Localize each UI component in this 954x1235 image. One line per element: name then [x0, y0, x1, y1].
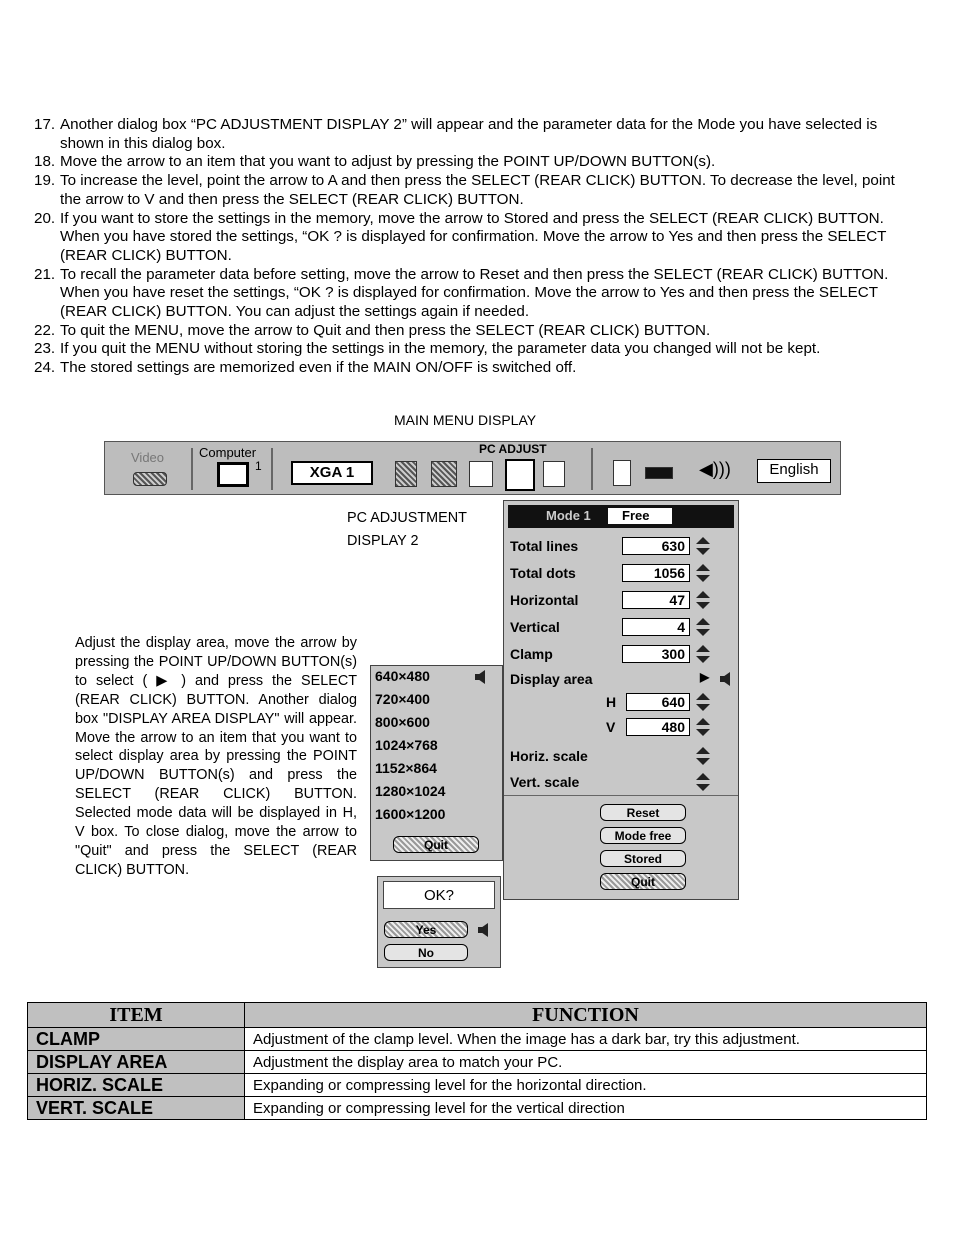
divider [504, 795, 738, 796]
vertical-row[interactable] [508, 614, 734, 640]
row-value: 4 [622, 618, 690, 636]
step-item: 19. To increase the level, point the arrow to A and then press the SELECT (REAR CLICK) BUTTON. To decrease the level, point the arrow to V and then press the SELECT (REAR CLICK) BUTTON. [34, 172, 895, 208]
computer-number: 1 [255, 459, 262, 473]
step-item: 24. The stored settings are memorized even if the MAIN ON/OFF is switched off. [34, 359, 577, 377]
reset-button[interactable]: Reset [600, 804, 686, 821]
horizontal-row[interactable] [508, 587, 734, 613]
row-label: Total lines [510, 538, 579, 554]
v-value: 480 [626, 718, 690, 736]
mode-box[interactable]: XGA 1 [291, 461, 373, 485]
monitor-icon [217, 462, 249, 487]
vert-scale-row[interactable] [508, 769, 734, 795]
main-menu-bar [104, 441, 841, 495]
pointer-arrow-icon [478, 923, 488, 937]
row-label: Vertical [510, 619, 560, 635]
yes-button[interactable]: Yes [384, 921, 468, 938]
divider [271, 448, 273, 490]
step-item: 18. Move the arrow to an item that you want to adjust by pressing the POINT UP/DOWN BUTTON(s). [34, 153, 716, 171]
row-label: Clamp [510, 646, 553, 662]
up-down-icon[interactable] [696, 718, 710, 736]
step-item: 20. If you want to store the settings in the memory, move the arrow to Stored and press the SELECT (REAR CLICK) BUTTON. When you have stored the settings, “OK ? is displayed for confirmation. Move the arrow to Yes and then press the SELECT (REAR CLICK) BUTTON. [34, 209, 887, 264]
function-cell: Adjustment the display area to match your PC. [245, 1051, 927, 1074]
panel-label-line: PC ADJUSTMENT [347, 510, 467, 526]
up-down-icon[interactable] [696, 564, 710, 582]
speaker-icon[interactable]: ◀))) [699, 459, 731, 479]
pc-adjustment-display-label [347, 507, 467, 553]
step-item: 22. To quit the MENU, move the arrow to Quit and then press the SELECT (REAR CLICK) BUTTON. [34, 321, 711, 339]
panel-label-line: DISPLAY 2 [347, 533, 419, 549]
function-cell: Expanding or compressing level for the vertical direction [245, 1097, 927, 1120]
table-row [28, 1097, 927, 1120]
sync-icon[interactable] [395, 461, 417, 487]
row-value: 47 [622, 591, 690, 609]
resolution-item[interactable]: 1600×1200 [375, 806, 446, 822]
item-cell: DISPLAY AREA [28, 1051, 245, 1074]
video-label: Video [131, 450, 165, 465]
item-cell: HORIZ. SCALE [28, 1074, 245, 1097]
up-down-icon[interactable] [696, 773, 710, 791]
h-label: H [606, 694, 617, 710]
resolution-item[interactable]: 1024×768 [375, 737, 438, 753]
horiz-scale-row[interactable] [508, 743, 734, 769]
instruction-list [34, 116, 919, 378]
confirm-dialog [377, 876, 501, 968]
screen-icon[interactable] [543, 461, 565, 487]
computer-label: Computer [199, 445, 257, 460]
item-cell: VERT. SCALE [28, 1097, 245, 1120]
up-down-icon[interactable] [696, 591, 710, 609]
stored-button[interactable]: Stored [600, 850, 686, 867]
bars-icon[interactable] [431, 461, 457, 487]
step-item: 21. To recall the parameter data before setting, move the arrow to Reset and then press the SELECT (REAR CLICK) BUTTON. When you have reset the settings, “OK ? is displayed for confirmation. Move the arrow to Yes and then press the SELECT (REAR CLICK) BUTTON. You can adjust the settings again if needed. [34, 265, 889, 321]
step-item: 23. If you quit the MENU without storing the settings in the memory, the parameter data you changed will not be kept. [34, 340, 821, 358]
total-dots-row[interactable] [508, 560, 734, 586]
item-function-table [27, 1002, 927, 1120]
position-icon[interactable] [469, 461, 493, 487]
resolution-item[interactable]: 640×480 [375, 668, 430, 684]
display-area-description: Adjust the display area, move the arrow by pressing the POINT UP/DOWN BUTTON(s) to select ( ▶ ) and press the SELECT (REAR CLICK) BUTTON. Another dialog box "DISPLAY AREA DISPLAY" will appear. Move the arrow to an item that you want to select display area by pressing the POINT UP/DOWN BUTTON(s) and press the SELECT (REAR CLICK) BUTTON. Selected mode data will be displayed in H, V box. To close dialog, move the arrow to "Quit" and press the SELECT (REAR CLICK) BUTTON. [75, 635, 357, 878]
projector-icon[interactable] [645, 467, 673, 479]
h-value: 640 [626, 693, 690, 711]
item-cell: CLAMP [28, 1028, 245, 1051]
pointer-arrow-icon [720, 672, 730, 686]
function-cell: Adjustment of the clamp level. When the image has a dark bar, try this adjustment. [245, 1028, 927, 1051]
table-row [28, 1051, 927, 1074]
pointer-arrow-icon [475, 670, 485, 684]
row-value: 1056 [622, 564, 690, 582]
divider [591, 448, 593, 490]
confirm-prompt: OK? [383, 881, 495, 909]
v-label: V [606, 719, 616, 735]
display-area-dialog [370, 665, 503, 861]
mode-value: Free [608, 508, 672, 524]
row-label: Vert. scale [510, 774, 580, 790]
pc-adjust-icon[interactable] [505, 459, 535, 491]
pc-adjust-label: PC ADJUST [479, 442, 547, 456]
row-label: Horiz. scale [510, 748, 588, 764]
row-label: Total dots [510, 565, 576, 581]
resolution-quit-button[interactable]: Quit [393, 836, 479, 853]
mode-free-button[interactable]: Mode free [600, 827, 686, 844]
row-value: 630 [622, 537, 690, 555]
divider [191, 448, 193, 490]
resolution-item[interactable]: 1280×1024 [375, 783, 446, 799]
resolution-item[interactable]: 800×600 [375, 714, 430, 730]
total-lines-row[interactable] [508, 533, 734, 559]
up-down-icon[interactable] [696, 693, 710, 711]
mode-label: Mode 1 [546, 508, 591, 523]
video-icon [133, 472, 167, 486]
resolution-item[interactable]: 1152×864 [375, 760, 437, 776]
figure-title: MAIN MENU DISPLAY [394, 412, 537, 428]
page-icon[interactable] [613, 460, 631, 486]
up-down-icon[interactable] [696, 645, 710, 663]
no-button[interactable]: No [384, 944, 468, 961]
up-down-icon[interactable] [696, 537, 710, 555]
h-row[interactable] [508, 689, 734, 715]
play-icon: ▶ [700, 670, 710, 684]
pc-adjustment-panel [503, 500, 739, 900]
row-value: 300 [622, 645, 690, 663]
table-header-row [28, 1003, 927, 1028]
up-down-icon[interactable] [696, 618, 710, 636]
v-row[interactable] [508, 714, 734, 740]
item-header: ITEM [28, 1003, 245, 1028]
quit-button[interactable]: Quit [600, 873, 686, 890]
table-row [28, 1028, 927, 1051]
language-button[interactable]: English [757, 459, 831, 483]
up-down-icon[interactable] [696, 747, 710, 765]
mode-header [508, 505, 734, 528]
clamp-row[interactable] [508, 641, 734, 667]
row-label: Display area [510, 671, 593, 687]
step-item: 17. Another dialog box “PC ADJUSTMENT DISPLAY 2” will appear and the parameter data for the Mode you have selected is shown in this dialog box. [34, 116, 878, 152]
function-cell: Expanding or compressing level for the horizontal direction. [245, 1074, 927, 1097]
function-header: FUNCTION [245, 1003, 927, 1028]
resolution-item[interactable]: 720×400 [375, 691, 430, 707]
table-row [28, 1074, 927, 1097]
row-label: Horizontal [510, 592, 579, 608]
